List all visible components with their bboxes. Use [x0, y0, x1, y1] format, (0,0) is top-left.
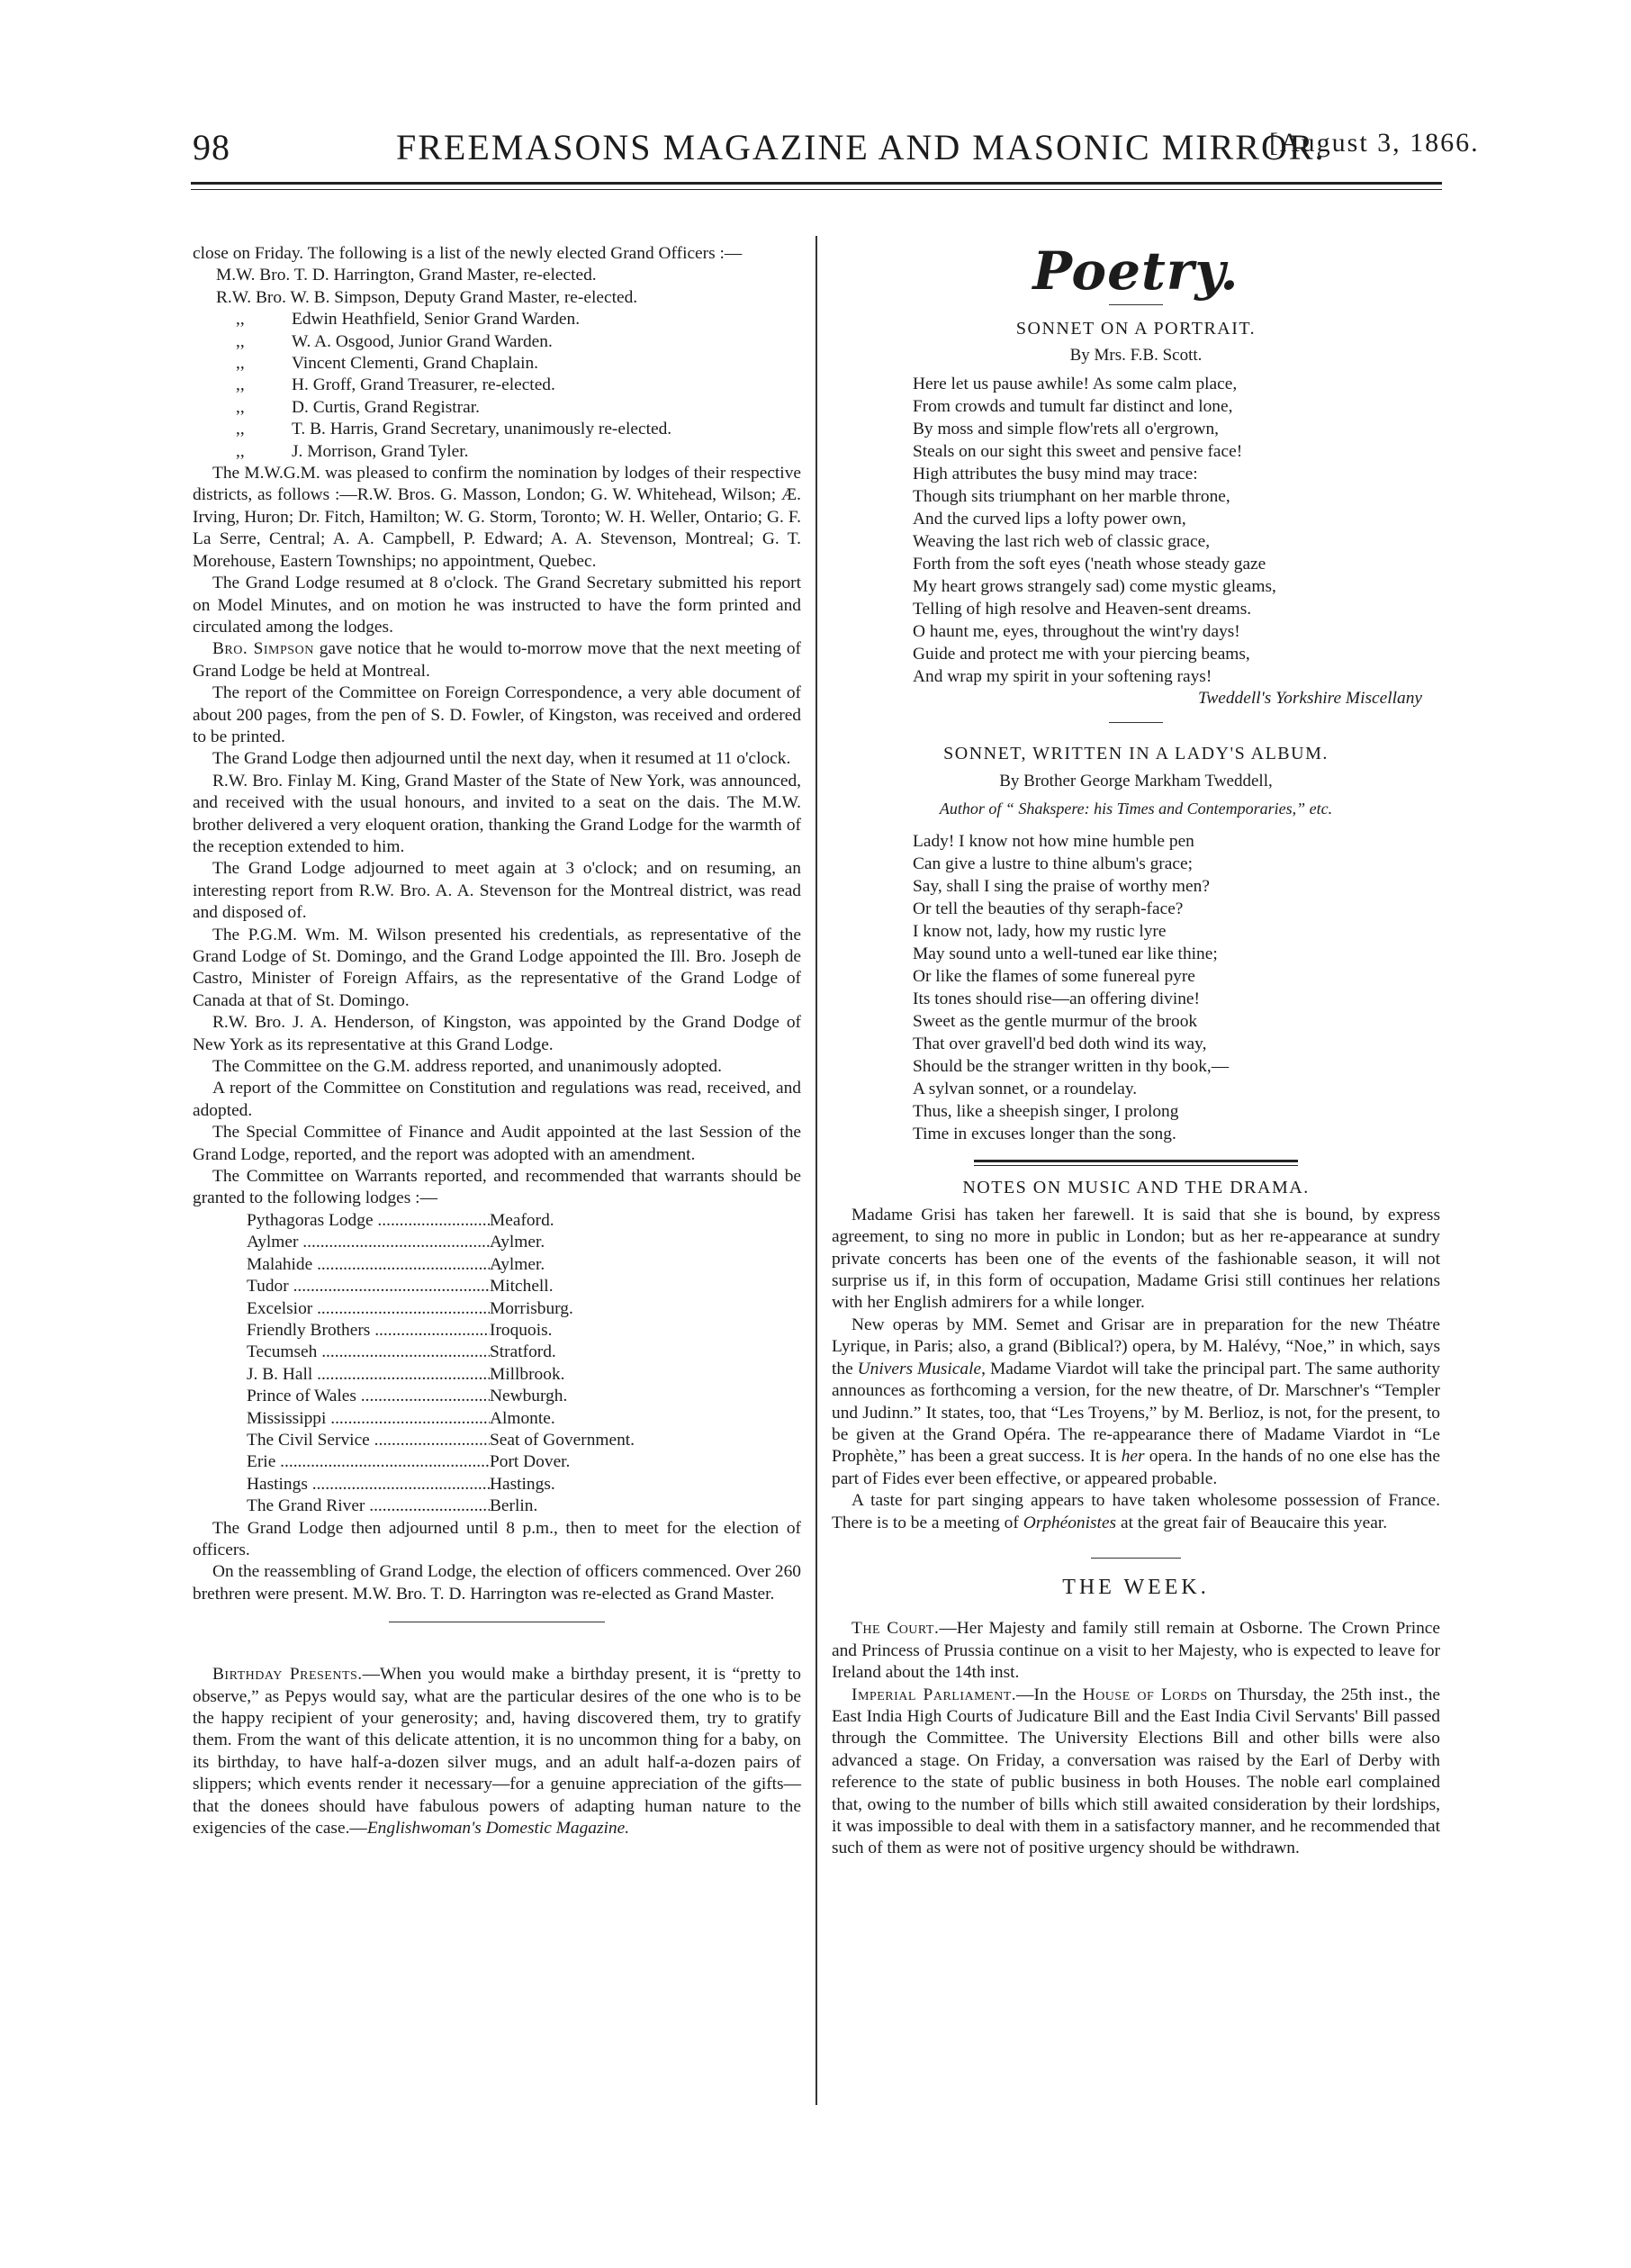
lodge-row: Pythagoras Lodge ..... Meaford. [193, 1210, 801, 1232]
officer-list [193, 309, 801, 463]
verse-line: Or tell the beauties of thy seraph-face? [913, 899, 1184, 919]
lodge-row: Mississippi ..... Almonte. [193, 1408, 801, 1430]
article-paragraph: Bro. Simpson gave notice that he would to-morrow move that the next meeting of Grand Lodge be held at Montreal. [193, 639, 801, 681]
verse-line: Its tones should rise—an offering divine! [913, 989, 1200, 1009]
lodge-row: J. B. Hall ..... Millbrook. [193, 1364, 801, 1386]
verse-line: Or like the flames of some funereal pyre [913, 967, 1195, 987]
lodge-row: Excelsior ..... Morrisburg. [193, 1298, 801, 1320]
lodge-row: The Grand River ..... Berlin. [193, 1495, 801, 1517]
section-rule [1091, 1558, 1181, 1559]
ditto-mark: ,, [236, 375, 245, 395]
article-paragraph: The M.W.G.M. was pleased to confirm the nomination by lodges of their respective districts, as follows :—R.W. Bros. G. Masson, London; G. W. Whitehead, Wilson; Æ. Irving, Huron; Dr. Fitch, Hamilton; W. G. Storm, Toronto; W. H. Weller, Ontario; G. F. La Serre, Central; A. A. Campbell, P. Edward; A. A. Stevenson, Montreal; G. T. Morehouse, Eastern Townships; no appointment, Quebec. [193, 464, 801, 571]
officer-entry: R.W. Bro. W. B. Simpson, Deputy Grand Master, re-elected. [216, 287, 638, 307]
verse-line: My heart grows strangely sad) come mystic gleams, [913, 576, 1276, 596]
left-column [193, 243, 801, 1839]
article-paragraph: R.W. Bro. Finlay M. King, Grand Master of the State of New York, was announced, and received with the usual honours, and invited to a seat on the dais. The M.W. brother delivered a very eloquent oration, thanking the Grand Lodge for the warmth of the reception extended to him. [193, 771, 801, 856]
lodge-row: Erie ..... Port Dover. [193, 1451, 801, 1473]
sonnet-verse [832, 373, 1440, 688]
officer-entry: ,, D. Curtis, Grand Registrar. [193, 397, 801, 419]
officer-entry: ,, H. Groff, Grand Treasurer, re-elected. [193, 375, 801, 396]
article-paragraph: The P.G.M. Wm. M. Wilson presented his credentials, as representative of the Grand Lodge of St. Domingo, and the Grand Lodge appointed the Ill. Bro. Joseph de Castro, Minister of Foreign Affairs, as the representative of the Grand Lodge of Canada at that of St. Domingo. [193, 925, 801, 1010]
poetry-heading: Poetry. [1032, 240, 1239, 302]
lodge-row: Tecumseh ..... Stratford. [193, 1342, 801, 1363]
verse-line: Thus, like a sheepish singer, I prolong [913, 1102, 1179, 1122]
masthead-title: FREEMASONS MAGAZINE AND MASONIC MIRROR. [396, 127, 1326, 167]
ditto-mark: ,, [236, 331, 245, 351]
sonnet-title: SONNET, WRITTEN IN A LADY'S ALBUM. [943, 744, 1329, 764]
ditto-mark: ,, [236, 420, 245, 439]
article-paragraph: The Committee on the G.M. address reported, and unanimously adopted. [212, 1057, 722, 1077]
verse-line: Say, shall I sing the praise of worthy men? [913, 877, 1210, 897]
lodge-row: Prince of Wales ..... Newburgh. [193, 1386, 801, 1407]
music-drama-heading: NOTES ON MUSIC AND THE DRAMA. [962, 1178, 1310, 1198]
officer-entry: ,, T. B. Harris, Grand Secretary, unanimously re-elected. [193, 419, 801, 440]
lodge-row: The Civil Service ..... Seat of Government. [193, 1430, 801, 1451]
author-credit: Author of “ Shakspere: his Times and Contemporaries,” etc. [939, 800, 1333, 818]
article-paragraph: R.W. Bro. J. A. Henderson, of Kingston, was appointed by the Grand Dodge of New York as its representative at this Grand Lodge. [193, 1013, 801, 1054]
verse-line: Guide and protect me with your piercing beams, [913, 644, 1250, 664]
page-number: 98 [193, 127, 230, 167]
verse-line: Lady! I know not how mine humble pen [913, 832, 1194, 852]
ditto-mark: ,, [236, 310, 245, 330]
header-rule-thick [191, 182, 1442, 185]
sonnet-title: SONNET ON A PORTRAIT. [1015, 319, 1257, 339]
verse-line: Forth from the soft eyes ('neath whose steady gaze [913, 554, 1266, 574]
article-paragraph: A taste for part singing appears to have taken wholesome possession of France. There is to be a meeting of Orphéonistes at the great fair of Beaucaire this year. [832, 1491, 1440, 1532]
lodge-row: Malahide ..... Aylmer. [193, 1254, 801, 1276]
verse-line: Weaving the last rich web of classic grace, [913, 531, 1211, 551]
verse-line: Time in excuses longer than the song. [913, 1125, 1176, 1144]
section-rule [1109, 722, 1163, 723]
verse-line: High attributes the busy mind may trace: [913, 464, 1198, 483]
article-paragraph: The Committee on Warrants reported, and recommended that warrants should be granted to the following lodges :— [193, 1167, 801, 1208]
verse-line: May sound unto a well-tuned ear like thine; [913, 944, 1218, 964]
court-paragraph: The Court.—Her Majesty and family still remain at Osborne. The Crown Prince and Princess of Prussia continue on a visit to her Majesty, who is expected to leave for Ireland about the 14th inst. [832, 1619, 1441, 1683]
verse-line: That over gravell'd bed doth wind its way, [913, 1035, 1207, 1054]
verse-line: By moss and simple flow'rets all o'ergrown, [913, 419, 1219, 438]
article-paragraph: A report of the Committee on Constitution and regulations was read, received, and adopted. [193, 1079, 801, 1120]
right-column [832, 240, 1441, 1860]
lodge-list [193, 1210, 801, 1518]
poem-source: Tweddell's Yorkshire Miscellany [1197, 688, 1422, 708]
article-paragraph: On the reassembling of Grand Lodge, the election of officers commenced. Over 260 brethren were present. M.W. Bro. T. D. Harrington was re-elected as Grand Master. [193, 1562, 801, 1604]
ditto-mark: ,, [236, 354, 245, 374]
officer-entry: M.W. Bro. T. D. Harrington, Grand Master, re-elected. [216, 266, 597, 285]
section-rule [1109, 304, 1163, 305]
article-paragraph: The Special Committee of Finance and Audit appointed at the last Session of the Grand Lodge, reported, and the report was adopted with an amendment. [193, 1123, 801, 1164]
verse-line: And wrap my spirit in your softening rays! [913, 666, 1212, 686]
article-paragraph: The Grand Lodge resumed at 8 o'clock. The Grand Secretary submitted his report on Model Minutes, and on motion he was instructed to have the form printed and circulated among the lodges. [193, 574, 801, 637]
verse-line: Here let us pause awhile! As some calm place, [913, 374, 1238, 393]
lodge-row: Hastings ..... Hastings. [193, 1474, 801, 1495]
verse-line: O haunt me, eyes, throughout the wint'ry days! [913, 621, 1240, 641]
ditto-mark: ,, [236, 441, 245, 461]
lodge-row: Aylmer ..... Aylmer. [193, 1232, 801, 1253]
verse-line: Telling of high resolve and Heaven-sent dreams. [913, 599, 1252, 619]
issue-date: [August 3, 1866. [1269, 128, 1480, 158]
sonnet-byline: By Mrs. F.B. Scott. [1069, 346, 1203, 366]
the-week-heading: THE WEEK. [1062, 1575, 1210, 1599]
verse-line: A sylvan sonnet, or a roundelay. [913, 1080, 1138, 1099]
sonnet-verse [832, 830, 1440, 1145]
verse-line: Can give a lustre to thine album's grace; [913, 854, 1193, 874]
verse-line: Though sits triumphant on her marble throne, [913, 486, 1230, 506]
article-paragraph: Madame Grisi has taken her farewell. It is said that she is bound, by express agreement, to sing no more in public in London; but as her re-appearance at sundry private concerts has been one of the events of the fashionable season, it will not surprise us if, in this form of occupation, Madame Grisi still continues her relations with her English admirers for a while longer. [832, 1205, 1440, 1313]
verse-line: From crowds and tumult far distinct and lone, [913, 396, 1233, 416]
verse-line: Sweet as the gentle murmur of the brook [913, 1012, 1198, 1032]
officer-entry: ,, W. A. Osgood, Junior Grand Warden. [193, 331, 801, 353]
article-paragraph: New operas by MM. Semet and Grisar are in preparation for the new Théatre Lyrique, in Paris; also, a grand (Biblical?) opera, by M. Halévy, “Noe,” in which, says the Univers Musicale, Madame Viardot will take the principal part. The same authority announces as forthcoming a version, for the new theatre, of Dr. Marschner's “Templer und Judinn.” It states, too, that “Les Troyens,” by M. Berlioz, is not, for the present, to be given at the Grand Opéra. The re-appearance there of Madame Viardot in “Le Prophète,” has been a great success. It is her opera. In the hands of no one else has the part of Fides ever been effective, or appeared probable. [832, 1315, 1440, 1488]
officer-entry: ,, Edwin Heathfield, Senior Grand Warden. [193, 309, 801, 330]
header-rule-thin [191, 189, 1442, 190]
lodge-row: Friendly Brothers ..... Iroquois. [193, 1320, 801, 1342]
article-paragraph: close on Friday. The following is a list of the newly elected Grand Officers :— [193, 244, 743, 263]
officer-entry: ,, J. Morrison, Grand Tyler. [193, 441, 801, 463]
article-paragraph: The Grand Lodge then adjourned until the next day, when it resumed at 11 o'clock. [212, 749, 791, 769]
article-paragraph: The Grand Lodge adjourned to meet again at 3 o'clock; and on resuming, an interesting report from R.W. Bro. A. A. Stevenson for the Montreal district, was read and disposed of. [193, 859, 801, 923]
ditto-mark: ,, [236, 397, 245, 417]
lodge-row: Tudor ..... Mitchell. [193, 1276, 801, 1297]
sonnet-byline: By Brother George Markham Tweddell, [999, 771, 1273, 791]
section-double-rule [974, 1160, 1298, 1166]
column-divider [816, 236, 817, 2105]
verse-line: And the curved lips a lofty power own, [913, 509, 1186, 529]
verse-line: Should be the stranger written in thy book,— [913, 1057, 1230, 1077]
verse-line: I know not, lady, how my rustic lyre [913, 922, 1167, 942]
verse-line: Steals on our sight this sweet and pensive face! [913, 441, 1243, 461]
article-paragraph: The Grand Lodge then adjourned until 8 p.m., then to meet for the election of officers. [193, 1518, 801, 1559]
parliament-paragraph: Imperial Parliament.—In the House of Lords on Thursday, the 25th inst., the East India High Courts of Judicature Bill and the East India Civil Servants' Bill passed through the Committee. The University Elections Bill and other bills were also advanced a stage. On Friday, a conversation was raised by the Earl of Derby with reference to the state of public business in both Houses. The noble earl complained that, owing to the number of bills which still awaited consideration by their lordships, it was impossible to deal with them in a satisfactory manner, and he recommended that such of them as were not of positive urgency should be withdrawn. [832, 1685, 1441, 1858]
officer-entry: ,, Vincent Clementi, Grand Chaplain. [193, 353, 801, 375]
birthday-presents-paragraph: Birthday Presents.—When you would make a birthday present, it is “pretty to observe,” as Pepys would say, what are the particular desires of the one who is to be the happy recipient of your generosity; and, having discovered them, try to gratify them. From the want of this delicate attention, it is no uncommon thing for a baby, on its birthday, to have half-a-dozen silver mugs, and an adult half-a-dozen pairs of slippers; which events render it necessary—for a genuine appreciation of the gifts—that the donees should have fabulous powers of adapting human nature to the exigencies of the case.—Englishwoman's Domestic Magazine. [193, 1665, 801, 1839]
article-paragraph: The report of the Committee on Foreign Correspondence, a very able document of about 200 pages, from the pen of S. D. Fowler, of Kingston, was received and ordered to be printed. [193, 683, 801, 746]
